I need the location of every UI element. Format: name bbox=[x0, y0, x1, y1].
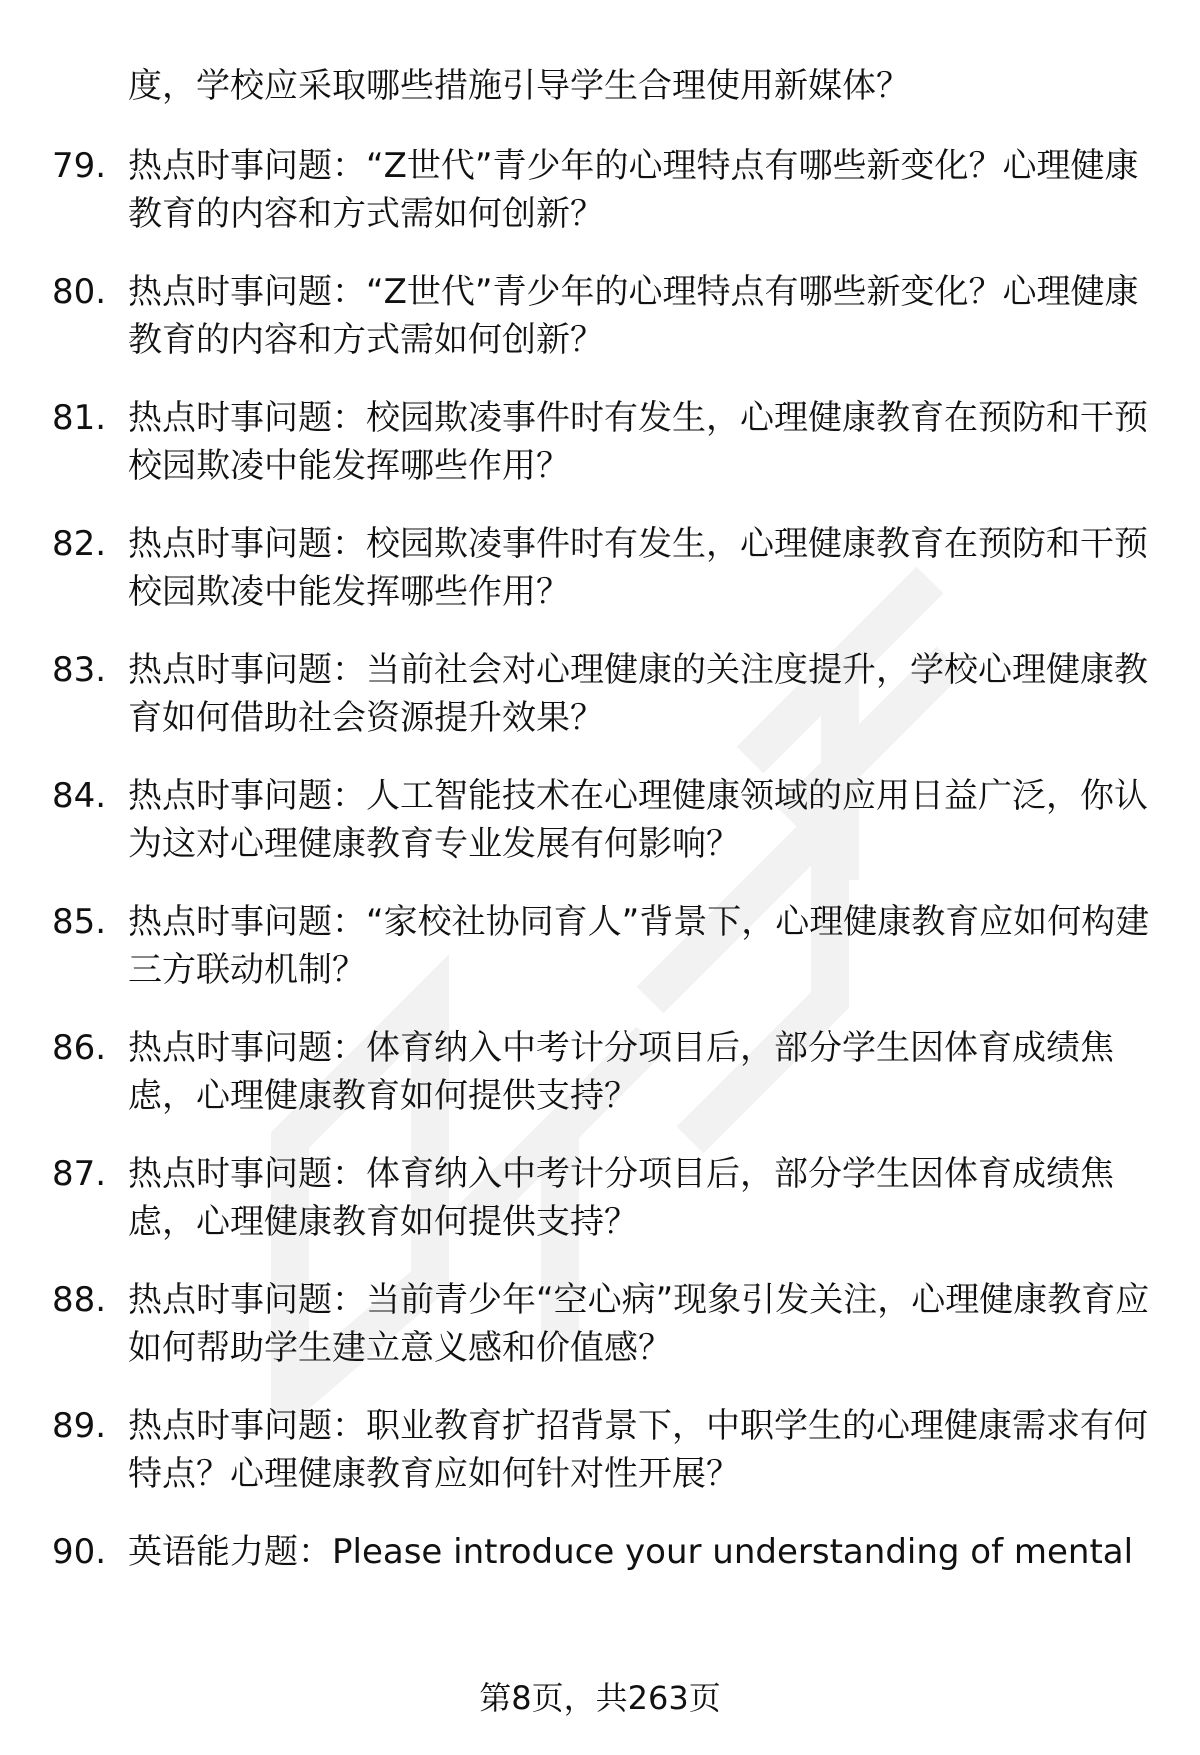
question-number: 79. bbox=[52, 146, 107, 186]
question-number: 82. bbox=[52, 524, 107, 564]
question-number: 89. bbox=[52, 1406, 107, 1446]
question-list bbox=[52, 142, 1162, 1606]
question-text: 热点时事问题：当前社会对心理健康的关注度提升，学校心理健康教育如何借助社会资源提升效果？ bbox=[128, 650, 1148, 738]
question-text: 热点时事问题：校园欺凌事件时有发生，心理健康教育在预防和干预校园欺凌中能发挥哪些作用？ bbox=[128, 398, 1148, 486]
question-item bbox=[52, 142, 1162, 238]
question-item bbox=[52, 646, 1162, 742]
question-text: 热点时事问题：“家校社协同育人”背景下，心理健康教育应如何构建三方联动机制？ bbox=[128, 902, 1150, 990]
question-item bbox=[52, 898, 1162, 994]
question-number: 83. bbox=[52, 650, 107, 690]
question-number: 84. bbox=[52, 776, 107, 816]
question-item bbox=[52, 772, 1162, 868]
question-number: 90. bbox=[52, 1532, 107, 1572]
question-text: 热点时事问题：职业教育扩招背景下，中职学生的心理健康需求有何特点？心理健康教育应如何针对性开展？ bbox=[128, 1406, 1148, 1494]
page-footer: 第8页，共263页 bbox=[479, 1679, 721, 1717]
question-text: 热点时事问题：当前青少年“空心病”现象引发关注，心理健康教育应如何帮助学生建立意义感和价值感？ bbox=[128, 1280, 1150, 1368]
question-item bbox=[52, 268, 1162, 364]
question-item bbox=[52, 1402, 1162, 1498]
question-text: 热点时事问题：体育纳入中考计分项目后，部分学生因体育成绩焦虑，心理健康教育如何提供支持？ bbox=[128, 1028, 1114, 1116]
question-text: 热点时事问题：校园欺凌事件时有发生，心理健康教育在预防和干预校园欺凌中能发挥哪些作用？ bbox=[128, 524, 1148, 612]
question-number: 81. bbox=[52, 398, 107, 438]
question-item bbox=[52, 1276, 1162, 1372]
question-number: 86. bbox=[52, 1028, 107, 1068]
question-number: 87. bbox=[52, 1154, 107, 1194]
question-text: 热点时事问题：“Z世代”青少年的心理特点有哪些新变化？心理健康教育的内容和方式需如何创新？ bbox=[128, 272, 1139, 360]
question-item bbox=[52, 394, 1162, 490]
question-text: 热点时事问题：人工智能技术在心理健康领域的应用日益广泛，你认为这对心理健康教育专业发展有何影响？ bbox=[128, 776, 1148, 864]
question-number: 85. bbox=[52, 902, 107, 942]
question-number: 88. bbox=[52, 1280, 107, 1320]
question-text: 热点时事问题：体育纳入中考计分项目后，部分学生因体育成绩焦虑，心理健康教育如何提供支持？ bbox=[128, 1154, 1114, 1242]
question-item bbox=[52, 1528, 1162, 1576]
question-item bbox=[52, 1024, 1162, 1120]
question-item bbox=[52, 520, 1162, 616]
continuation-text: 度，学校应采取哪些措施引导学生合理使用新媒体？ bbox=[128, 66, 910, 106]
question-text: 英语能力题：Please introduce your understanding of mental bbox=[128, 1532, 1134, 1572]
question-item bbox=[52, 1150, 1162, 1246]
question-number: 80. bbox=[52, 272, 107, 312]
question-text: 热点时事问题：“Z世代”青少年的心理特点有哪些新变化？心理健康教育的内容和方式需如何创新？ bbox=[128, 146, 1139, 234]
